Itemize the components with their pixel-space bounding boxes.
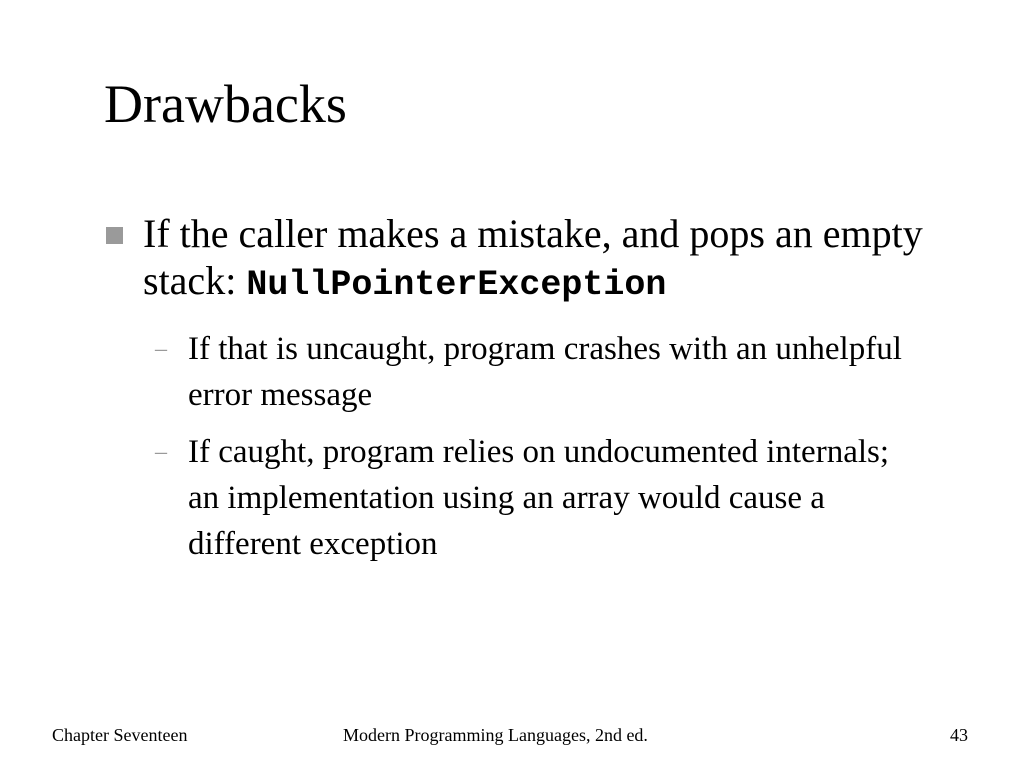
footer-chapter: Chapter Seventeen xyxy=(52,725,188,745)
square-bullet-icon xyxy=(106,227,123,244)
dash-bullet-icon: – xyxy=(155,336,167,362)
bullet-code: NullPointerException xyxy=(246,265,667,305)
bullet-text-plain: If the caller makes a mistake, and pops an empty stack: xyxy=(143,211,923,303)
bullet-text xyxy=(143,210,943,309)
dash-bullet-icon: – xyxy=(155,439,167,465)
sub-bullet-text: If caught, program relies on undocumented internals; an implementation using an array would cause a different exception xyxy=(188,434,890,562)
slide-title: Drawbacks xyxy=(104,74,347,134)
footer-book-title: Modern Programming Languages, 2nd ed. xyxy=(343,725,648,745)
sub-bullet-text: If that is uncaught, program crashes with an unhelpful error message xyxy=(188,331,902,413)
footer-page-number: 43 xyxy=(950,725,968,745)
